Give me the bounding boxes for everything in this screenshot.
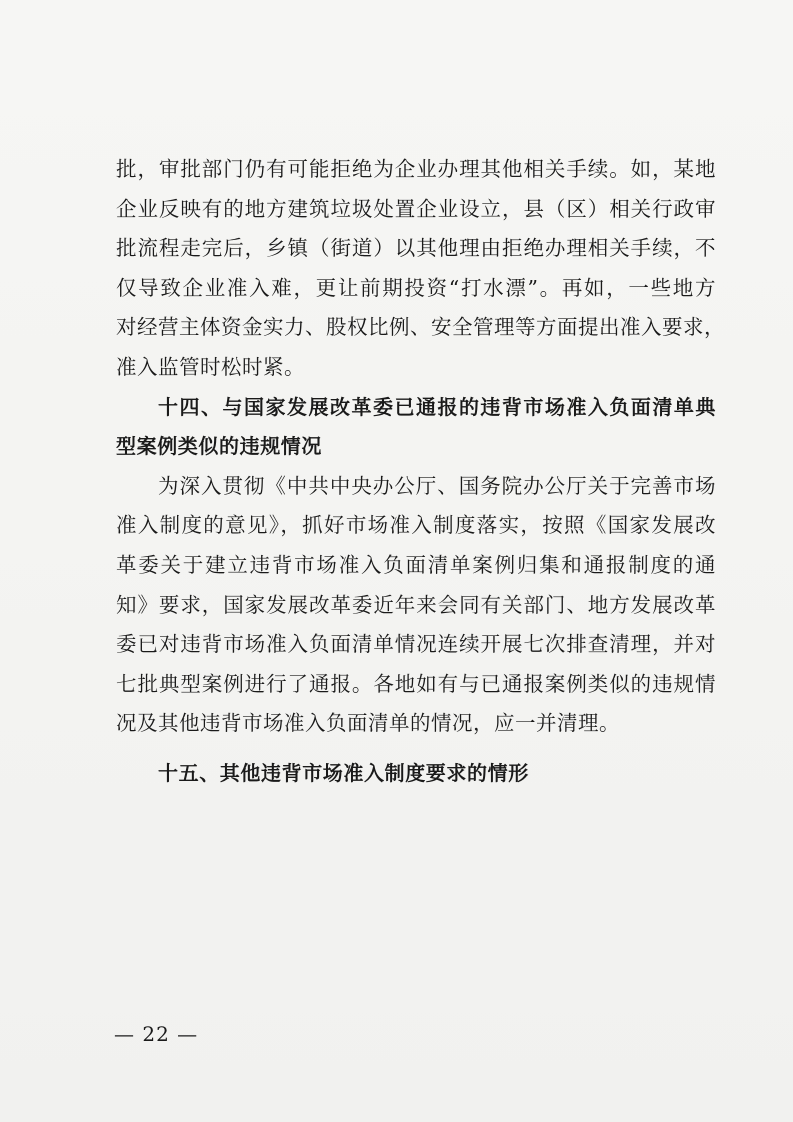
section-heading-15: 十五、其他违背市场准入制度要求的情形 <box>158 760 529 785</box>
paragraph <box>116 150 725 388</box>
section-heading-14 <box>116 388 716 467</box>
text-line: 批，审批部门仍有可能拒绝为企业办理其他相关手续。如，某地 <box>116 157 716 181</box>
text-line: 准入监管时松时紧。 <box>116 354 305 379</box>
text-line: 知》要求，国家发展改革委近年来会同有关部门、地方发展改革 <box>116 592 716 617</box>
text-line: 批流程走完后，乡镇（街道）以其他理由拒绝办理相关手续，不 <box>116 236 716 261</box>
text-line: 委已对违背市场准入负面清单情况连续开展七次排查清理，并对 <box>116 632 716 657</box>
text-line: 企业反映有的地方建筑垃圾处置企业设立，县（区）相关行政审 <box>116 196 716 221</box>
text-line: 况及其他违背市场准入负面清单的情况，应一并清理。 <box>116 711 620 736</box>
heading-line: 十四、与国家发展改革委已通报的违背市场准入负面清单典 <box>158 394 716 419</box>
text-line: 七批典型案例进行了通报。各地如有与已通报案例类似的违规情 <box>116 671 716 696</box>
page-number: — 22 — <box>114 1022 199 1046</box>
text-line: 仅导致企业准入难，更让前期投资“打水漂”。再如，一些地方 <box>116 275 716 300</box>
body-text <box>116 150 725 794</box>
text-line: 革委关于建立违背市场准入负面清单案例归集和通报制度的通 <box>116 552 716 577</box>
text-line: 准入制度的意见》，抓好市场准入制度落实，按照《国家发展改 <box>116 513 716 538</box>
heading-line: 型案例类似的违规情况 <box>116 434 322 459</box>
paragraph <box>116 467 716 744</box>
text-line: 对经营主体资金实力、股权比例、安全管理等方面提出准入要求， <box>116 315 725 340</box>
text-line: 为深入贯彻《中共中央办公厅、国务院办公厅关于完善市场 <box>158 473 716 498</box>
